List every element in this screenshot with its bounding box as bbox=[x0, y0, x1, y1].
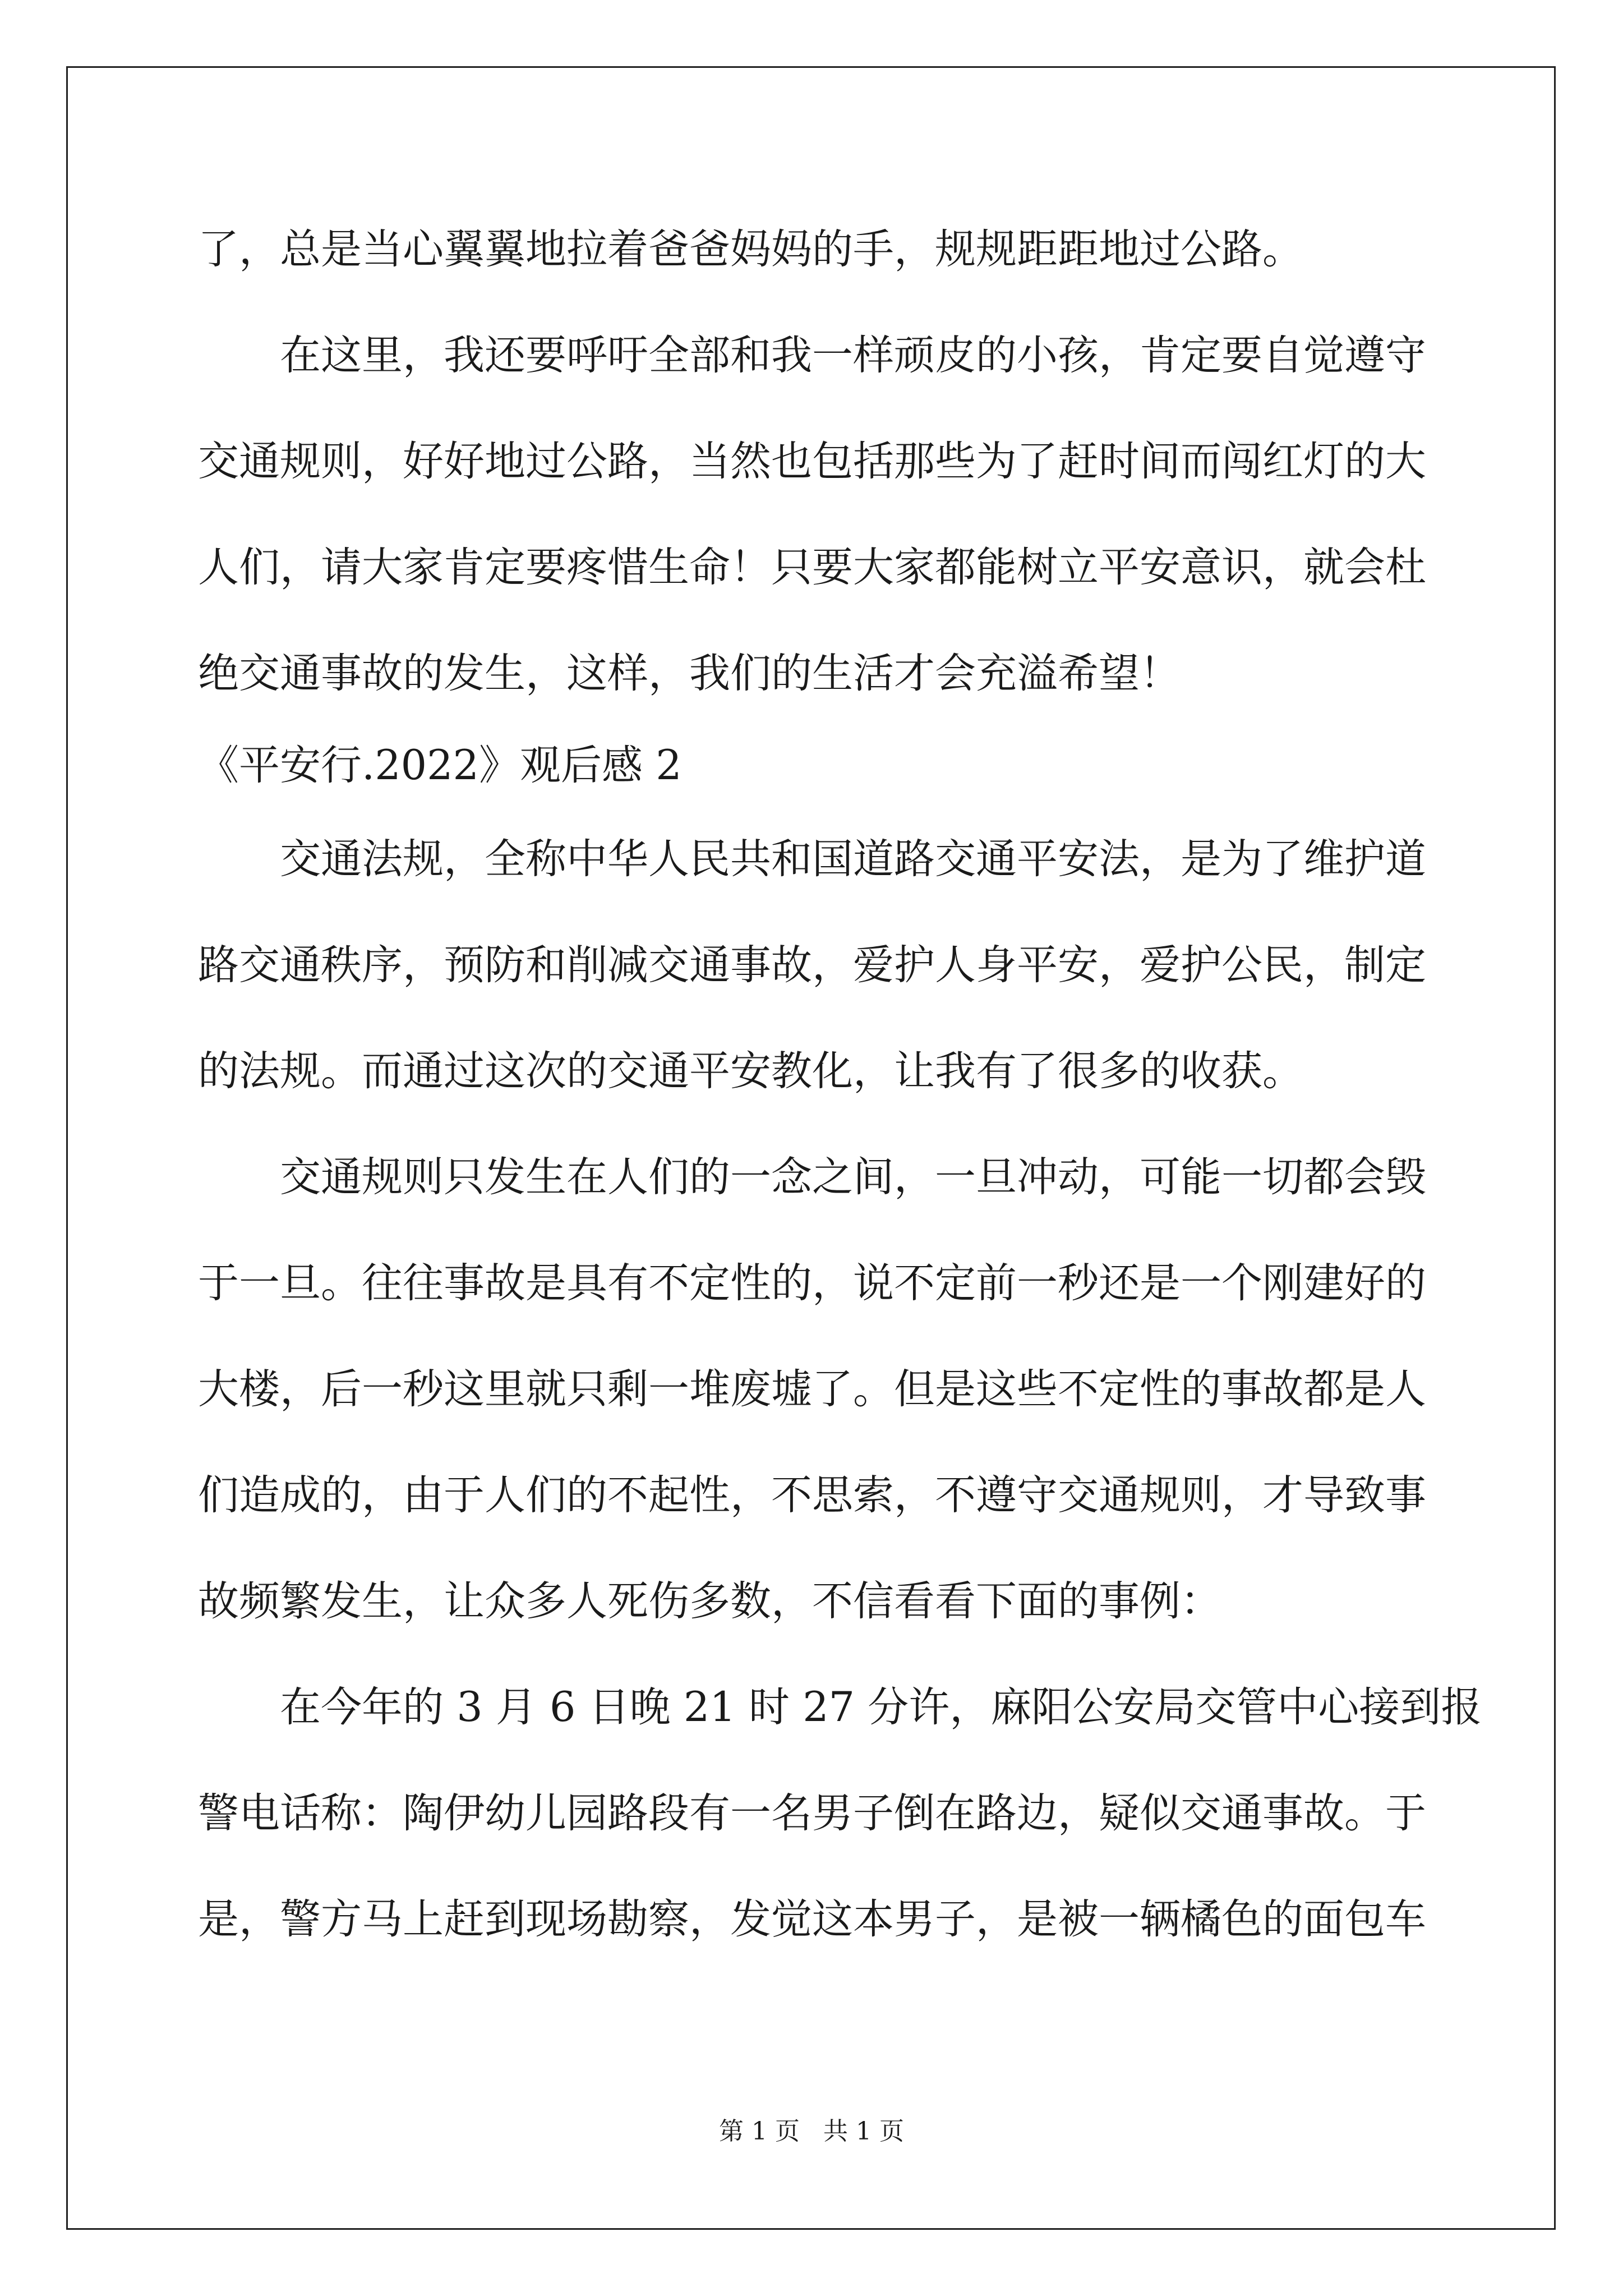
page-total: 共 1 页 bbox=[823, 2117, 904, 2146]
section-heading: 《平安行.2022》观后感 2 bbox=[198, 742, 682, 789]
text-line: 交通规则，好好地过公路，当然也包括那些为了赶时间而闯红灯的大 bbox=[198, 438, 1426, 485]
page-number: 第 1 页 bbox=[719, 2117, 800, 2146]
text-line: 绝交通事故的发生，这样，我们的生活才会充溢希望！ bbox=[198, 650, 1181, 697]
text-line: 警电话称：陶伊幼儿园路段有一名男子倒在路边，疑似交通事故。于 bbox=[198, 1789, 1426, 1837]
text-line: 是，警方马上赶到现场勘察，发觉这本男子，是被一辆橘色的面包车 bbox=[198, 1895, 1426, 1943]
text-line: 交通规则只发生在人们的一念之间，一旦冲动，可能一切都会毁 bbox=[198, 1153, 1426, 1201]
text-line: 故频繁发生，让众多人死伤多数，不信看看下面的事例： bbox=[198, 1577, 1221, 1625]
page-footer bbox=[0, 2115, 1623, 2148]
text-line: 于一旦。往往事故是具有不定性的，说不定前一秒还是一个刚建好的 bbox=[198, 1259, 1426, 1307]
text-line: 人们，请大家肯定要疼惜生命！只要大家都能树立平安意识，就会杜 bbox=[198, 544, 1426, 591]
text-line: 在今年的 3 月 6 日晚 21 时 27 分许，麻阳公安局交管中心接到报 bbox=[198, 1683, 1482, 1731]
text-line: 大楼，后一秒这里就只剩一堆废墟了。但是这些不定性的事故都是人 bbox=[198, 1365, 1426, 1413]
text-line: 交通法规，全称中华人民共和国道路交通平安法，是为了维护道 bbox=[198, 835, 1426, 883]
text-line: 路交通秩序，预防和削减交通事故，爱护人身平安，爱护公民，制定 bbox=[198, 941, 1426, 989]
text-line: 了，总是当心翼翼地拉着爸爸妈妈的手，规规距距地过公路。 bbox=[198, 226, 1303, 273]
text-line: 的法规。而通过这次的交通平安教化，让我有了很多的收获。 bbox=[198, 1047, 1303, 1095]
text-line: 在这里，我还要呼吁全部和我一样顽皮的小孩，肯定要自觉遵守 bbox=[198, 332, 1426, 379]
text-line: 们造成的，由于人们的不起性，不思索，不遵守交通规则，才导致事 bbox=[198, 1471, 1426, 1519]
